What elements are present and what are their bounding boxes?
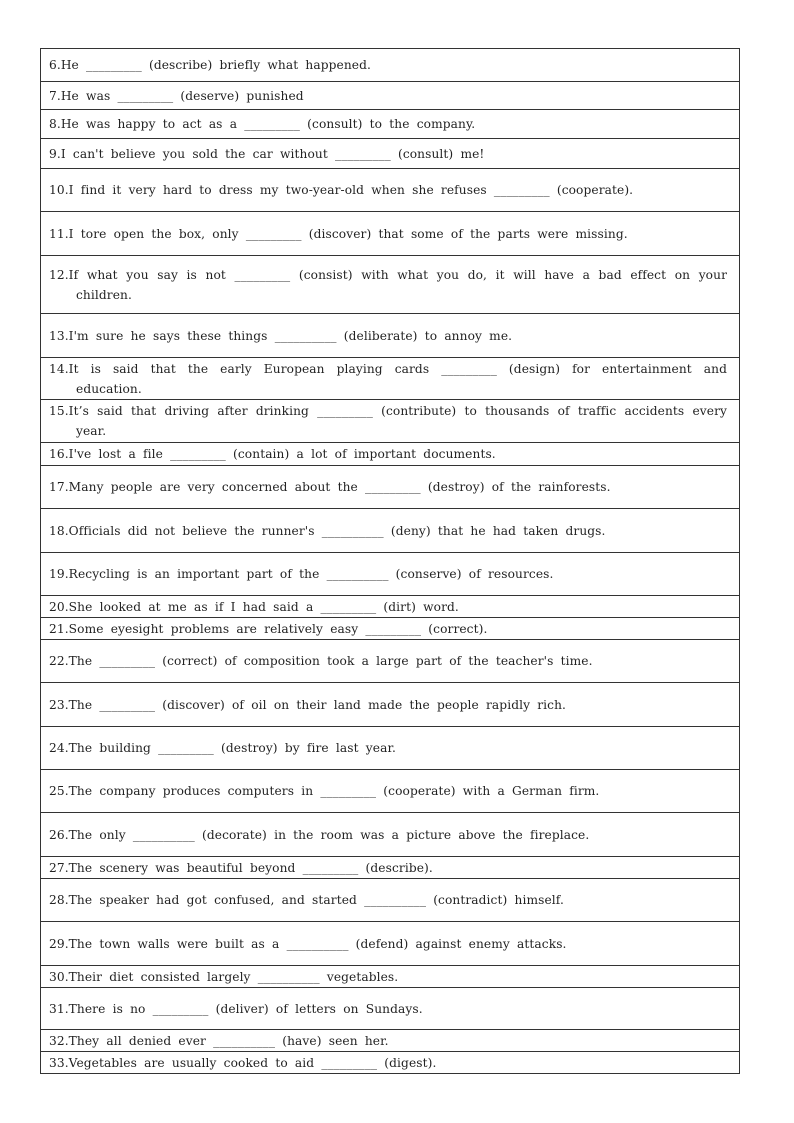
exercise-row <box>41 987 739 1029</box>
exercise-row <box>41 442 739 465</box>
exercise-row <box>41 595 739 617</box>
exercise-row <box>41 109 739 138</box>
exercise-row <box>41 49 739 81</box>
exercise-row <box>41 1029 739 1051</box>
exercise-text: 26.The only __________ (decorate) in the room was a picture above the fireplace. <box>49 827 590 842</box>
exercise-row <box>41 769 739 812</box>
exercise-text: 16.I've lost a file _________ (contain) a lot of important documents. <box>49 447 496 461</box>
exercise-text: 11.I tore open the box, only _________ (discover) that some of the parts were missing. <box>49 226 628 241</box>
exercise-row <box>41 726 739 769</box>
exercise-text: 19.Recycling is an important part of the __________ (conserve) of resources. <box>49 567 554 581</box>
exercise-text: 27.The scenery was beautiful beyond _________ (describe). <box>49 860 433 875</box>
exercise-row <box>41 921 739 965</box>
exercise-row <box>41 168 739 211</box>
exercise-row <box>41 508 739 552</box>
exercise-text: 15.It’s said that driving after drinking _________ (contribute) to thousands of traffic accidents every year. <box>49 404 727 438</box>
exercise-text: 24.The building _________ (destroy) by fire last year. <box>49 741 397 755</box>
exercise-text: 21.Some eyesight problems are relatively easy _________ (correct). <box>49 621 488 636</box>
exercise-text: 20.She looked at me as if I had said a _________ (dirt) word. <box>49 599 459 614</box>
exercise-text: 31.There is no _________ (deliver) of letters on Sundays. <box>49 1001 423 1016</box>
exercise-row <box>41 639 739 682</box>
exercise-text: 9.I can't believe you sold the car without _________ (consult) me! <box>49 146 485 161</box>
exercise-text: 18.Officials did not believe the runner's __________ (deny) that he had taken drugs. <box>49 523 606 538</box>
exercise-row <box>41 617 739 639</box>
exercise-text: 8.He was happy to act as a _________ (consult) to the company. <box>49 117 476 131</box>
exercise-text: 12.If what you say is not _________ (consist) with what you do, it will have a bad effect on your children. <box>49 267 727 302</box>
exercise-text: 29.The town walls were built as a __________ (defend) against enemy attacks. <box>49 936 567 951</box>
exercise-text: 28.The speaker had got confused, and started __________ (contradict) himself. <box>49 893 564 907</box>
exercise-row <box>41 138 739 168</box>
exercise-text: 13.I'm sure he says these things __________ (deliberate) to annoy me. <box>49 328 513 343</box>
exercise-row <box>41 965 739 987</box>
exercise-text: 7.He was _________ (deserve) punished <box>49 88 304 103</box>
exercise-row <box>41 399 739 442</box>
exercise-text: 25.The company produces computers in _________ (cooperate) with a German firm. <box>49 784 600 798</box>
exercise-text: 10.I find it very hard to dress my two-year-old when she refuses _________ (cooperate). <box>49 183 634 197</box>
exercise-row <box>41 856 739 878</box>
exercise-text: 17.Many people are very concerned about the _________ (destroy) of the rainforests. <box>49 480 611 494</box>
exercise-row <box>41 812 739 856</box>
exercise-table <box>40 48 740 1074</box>
exercise-text: 22.The _________ (correct) of composition took a large part of the teacher's time. <box>49 654 593 668</box>
exercise-text: 6.He _________ (describe) briefly what happened. <box>49 58 371 72</box>
exercise-row <box>41 1051 739 1073</box>
exercise-text: 23.The _________ (discover) of oil on their land made the people rapidly rich. <box>49 697 567 712</box>
exercise-row <box>41 465 739 508</box>
exercise-row <box>41 552 739 595</box>
exercise-text: 14.It is said that the early European playing cards _________ (design) for entertainment and education. <box>49 361 727 396</box>
exercise-row <box>41 81 739 109</box>
exercise-row <box>41 255 739 313</box>
exercise-row <box>41 682 739 726</box>
exercise-row <box>41 878 739 921</box>
exercise-row <box>41 357 739 399</box>
exercise-text: 30.Their diet consisted largely __________ vegetables. <box>49 969 399 984</box>
exercise-row <box>41 313 739 357</box>
exercise-text: 32.They all denied ever __________ (have) seen her. <box>49 1033 389 1048</box>
exercise-text: 33.Vegetables are usually cooked to aid _________ (digest). <box>49 1055 437 1070</box>
exercise-row <box>41 211 739 255</box>
